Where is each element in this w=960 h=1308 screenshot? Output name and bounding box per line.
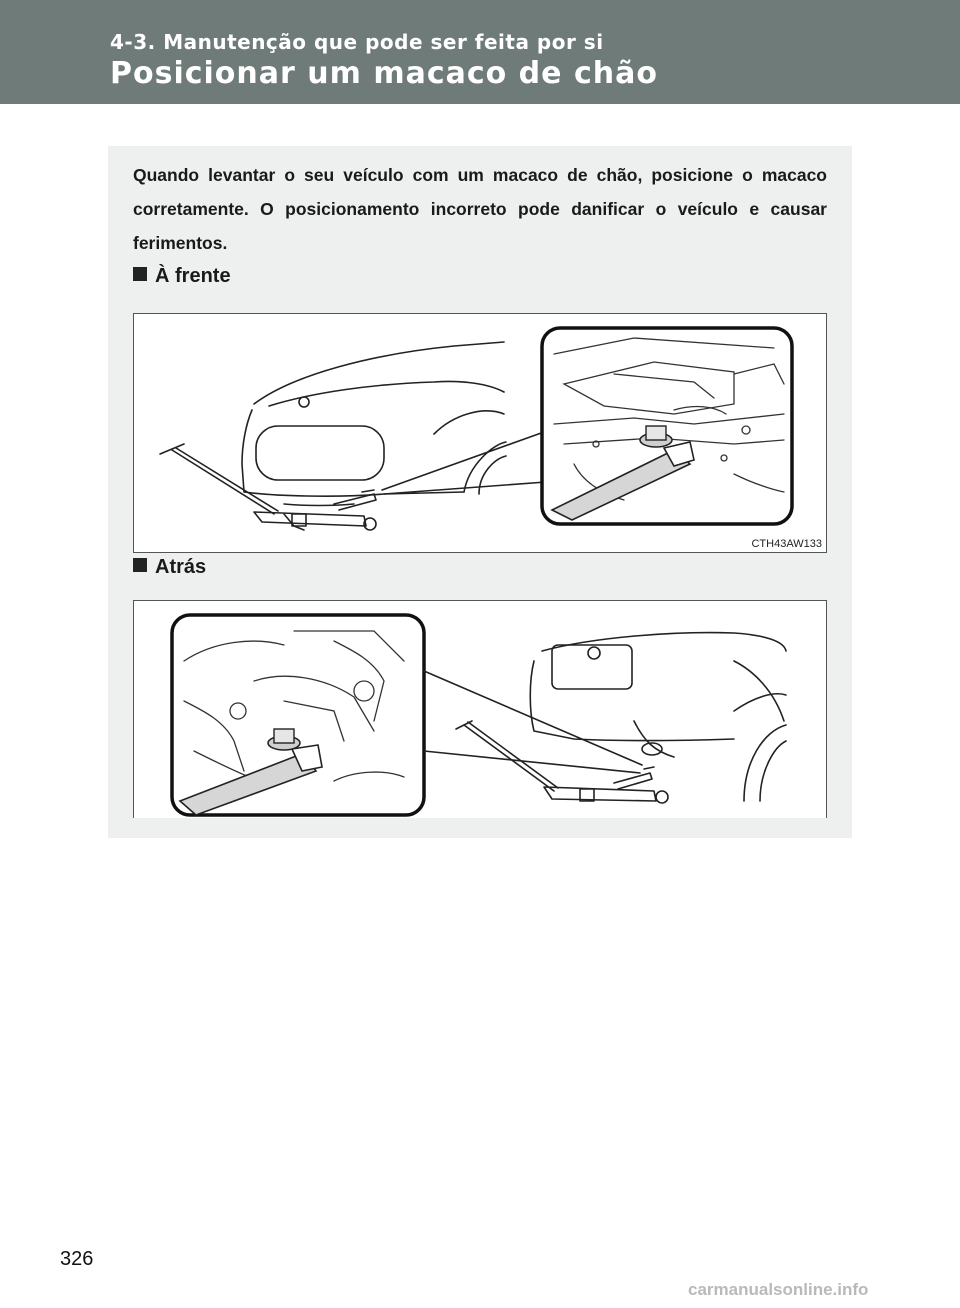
front-car-illustration xyxy=(134,314,826,552)
square-bullet-icon xyxy=(133,558,147,572)
subheading-front xyxy=(133,265,231,288)
subheading-rear xyxy=(133,556,206,579)
figure-code: CTH43AW133 xyxy=(751,538,822,550)
subheading-front-label: À frente xyxy=(155,265,231,287)
section-label: 4-3. Manutenção que pode ser feita por si xyxy=(110,30,604,54)
page-title: Posicionar um macaco de chão xyxy=(110,56,658,91)
figure-front-jack-point xyxy=(133,313,827,553)
intro-paragraph: Quando levantar o seu veículo com um macaco de chão, posicione o macaco corretamente. O posicionamento incorreto pode danificar o veículo e causar ferimentos. xyxy=(133,165,827,253)
watermark: carmanualsonline.info xyxy=(688,1280,869,1299)
rear-car-illustration xyxy=(134,601,826,819)
subheading-rear-label: Atrás xyxy=(155,556,207,578)
square-bullet-icon xyxy=(133,267,147,281)
page-number: 326 xyxy=(60,1248,94,1270)
figure-rear-jack-point xyxy=(133,600,827,818)
